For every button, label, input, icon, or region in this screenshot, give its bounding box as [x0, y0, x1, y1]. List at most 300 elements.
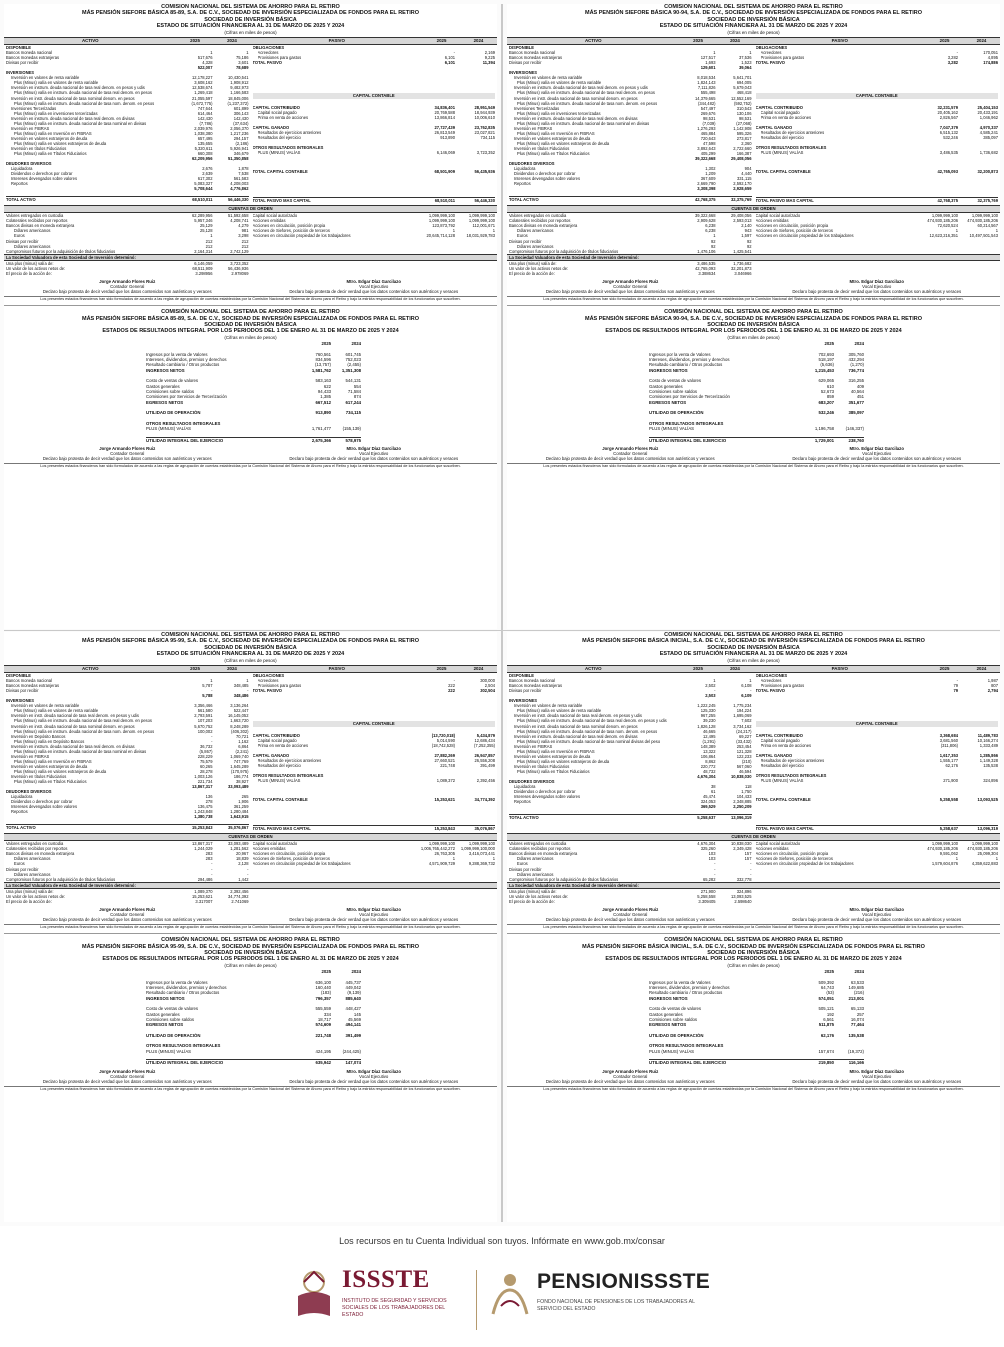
value-2024: 142,430	[233, 115, 249, 121]
value-2025: 561,580	[197, 708, 213, 714]
signature-vocal: Mtro. Edgar Díaz Garcilazo Vocal Ejecutivo Declaro bajo protesta de decir verdad que los datos contenidos son auténticos y veraces	[792, 1068, 962, 1084]
value-2025: 1,385	[320, 394, 331, 400]
memorandum-accounts	[4, 841, 497, 881]
row-label: Colaterales recibidos por reportos	[6, 218, 68, 224]
value-2025: 1	[452, 856, 455, 862]
row-label: Inversiones Tercerizadas	[514, 105, 560, 111]
value-2024: 4,970,337	[979, 124, 998, 130]
value-2025: 1,006,765,442,272	[420, 846, 455, 852]
row-label: Divisas por recibir	[509, 688, 542, 694]
value-2024: 174,886	[983, 60, 998, 66]
value-2024: 26,947,857	[474, 752, 495, 758]
row-label: Bancos divisas en moneda extranjera	[6, 851, 75, 857]
value-2025: 1,380,738	[194, 814, 213, 820]
statement-row	[649, 1033, 864, 1038]
value-2025: 6,515,132	[939, 130, 958, 135]
row-label	[6, 814, 177, 819]
value-2025: 1,038,380	[194, 130, 213, 136]
pensionissste-emblem-icon	[487, 1266, 533, 1322]
memorandum-accounts	[507, 213, 1000, 253]
statement-row	[649, 1022, 864, 1027]
statement-row	[756, 743, 999, 748]
value-2024: 736,774	[848, 367, 864, 373]
income-statement	[649, 969, 864, 1065]
value-2024: 1,099,999,100	[971, 213, 998, 219]
fund-85-89-section	[4, 4, 497, 629]
value-2025: 220,772	[700, 763, 716, 769]
fund-90-94-section	[507, 4, 1000, 629]
row-label	[509, 804, 680, 809]
value-2025: 42,768,375	[937, 198, 958, 204]
value-2024: 16,074	[850, 1017, 864, 1023]
value-2024: 65,133	[850, 1006, 864, 1012]
column-header: ACTIVO 2025 2024 PASIVO 2025 2024	[4, 665, 497, 673]
row-label: Liquidadora	[514, 784, 536, 790]
value-2024: 157	[744, 851, 752, 857]
value-2024: 2,250,209	[733, 804, 752, 810]
row-label: CAPITAL GANADO	[755, 752, 793, 758]
row-label: Resultado cambiario / Otros productos	[649, 990, 723, 996]
row-label: Plus (Minus) valía en Títulos Fiduciarios	[14, 779, 87, 785]
assets-column	[507, 673, 754, 831]
value-2024: 121,328	[736, 748, 752, 754]
value-2025: 68,510,011	[434, 198, 455, 204]
value-2024: 4,359,622,883	[971, 861, 998, 867]
row-label: UTILIDAD INTEGRAL DEL EJERCICIO	[146, 1060, 224, 1066]
value-2025: 1,244,029	[194, 846, 213, 852]
liabilities-column	[251, 45, 498, 203]
section-heading: OTROS RESULTADOS INTEGRALES	[755, 145, 827, 151]
value-2025: 1	[713, 50, 716, 56]
value-2025: -	[211, 738, 213, 744]
value-2024: 2,169	[484, 50, 495, 56]
value-2024: (1,270)	[850, 362, 864, 368]
capital-heading: CAPITAL CONTABLE	[756, 721, 999, 727]
section-heading: DEUDORES DIVERSOS	[509, 161, 555, 167]
value-2024: (170,975)	[230, 768, 249, 774]
value-2025: 369,529	[700, 804, 716, 810]
statement-row	[253, 825, 496, 831]
value-2025: 1	[713, 678, 716, 684]
value-2024: 385,097	[983, 135, 998, 141]
value-2025: 13,866,814	[434, 114, 455, 120]
statement-title: ESTADOS DE RESULTADOS INTEGRAL POR LOS PERIODOS DEL 1 DE ENERO AL 31 DE MARZO DE 2025 Y 2024	[605, 328, 902, 335]
value-2025: 1,243,848	[194, 809, 213, 815]
value-2024: 5,641,701	[733, 75, 752, 81]
value-2024: 13,093,525	[977, 797, 998, 803]
value-2024: 20,967	[235, 851, 249, 857]
value-2024: 451	[856, 394, 864, 400]
value-2025: 2,639	[202, 171, 213, 177]
section-heading: DEUDORES DIVERSOS	[6, 161, 52, 167]
value-2024: 1,099,999,100	[971, 841, 998, 847]
vertical-divider	[501, 4, 503, 1222]
value-2025: 79	[953, 683, 958, 689]
value-2024: 1,908,912	[230, 80, 249, 86]
row-label: Dólares americanos	[517, 856, 554, 862]
row-label: TOTAL ACTIVO	[6, 825, 36, 831]
value-2024: 1,046,962	[979, 114, 998, 120]
value-2024: 194,224	[736, 708, 752, 714]
row-label: Plus (Minus) valía en valores extranjeros de deuda	[14, 768, 107, 774]
org-name: COMISIÓN NACIONAL DEL SISTEMA DE AHORRO PARA EL RETIRO	[664, 937, 843, 944]
row-label: Resultados del ejercicio	[760, 135, 804, 141]
value-2024: 1,285,866	[979, 752, 998, 758]
row-label: Inversiones Tercerizadas	[11, 105, 57, 111]
value-2025: 517,676	[197, 55, 213, 61]
statement-row	[6, 196, 249, 202]
value-2025: 6,238	[705, 228, 716, 234]
valuation	[4, 261, 497, 276]
value-2025: 1	[955, 228, 958, 234]
value-2025: 1,209	[705, 171, 716, 177]
row-label: Plus (Minus) valía en Depósito Bancos	[14, 738, 85, 744]
value-2024: (146,337)	[845, 426, 864, 432]
value-2025: 12,623,216,351	[929, 233, 958, 239]
statement-row	[253, 763, 496, 768]
value-2025: 1	[713, 233, 716, 239]
value-2025: 283	[205, 851, 213, 857]
row-label: Acciones emitidas	[755, 846, 789, 852]
statement-row	[253, 778, 496, 783]
row-label: Capital social autorizado	[252, 213, 298, 219]
row-label: Plus (Minus) valía en instrum. deuda nacional de tasa nominal divisas del peso	[517, 738, 661, 744]
valuation-heading: La Sociedad Valuadora de esta Sociedad de Inversión determinó:	[4, 254, 497, 262]
value-2024: 12,686,434	[474, 737, 495, 743]
value-2025: 834,596	[315, 357, 331, 363]
company-type: SOCIEDAD DE INVERSIÓN BÁSICA	[204, 950, 297, 956]
row-label: Bancos moneda nacional	[6, 678, 52, 684]
value-2025: 1	[210, 50, 213, 56]
issste-logo	[290, 1266, 460, 1344]
row-label: UTILIDAD DE OPERACIÓN	[146, 410, 201, 416]
row-label: Acciones en circulación, posición propia	[252, 223, 326, 229]
memorandum-accounts-heading: CUENTAS DE ORDEN	[4, 205, 497, 213]
value-2024: 1,069,740	[230, 753, 249, 759]
value-2025: 8,018,534	[697, 75, 716, 81]
row-label: Colaterales recibidos por reportos	[509, 218, 571, 224]
value-2024: 1,099,999,100	[468, 841, 495, 847]
value-2025: 1,099,999,100	[428, 213, 455, 219]
value-2024: 2,348,885	[733, 799, 752, 805]
row-label: Bancos divisas en moneda extranjera	[509, 223, 578, 229]
fund-name: MÁS PENSIÓN SIEFORE BÁSICA 95-99, S.A. DE C.V., SOCIEDAD DE INVERSIÓN ESPECIALIZADA DE FONDOS PARA EL RETIRO	[82, 943, 419, 950]
row-label: Dólares americanos	[14, 228, 51, 234]
statement-row	[146, 1059, 361, 1065]
value-2025: 367,609	[700, 176, 716, 182]
value-2024: (7,252,355)	[474, 742, 495, 748]
balance-sheet	[4, 45, 497, 203]
value-2024: 2.978069	[231, 271, 249, 277]
value-2024: 432,294	[848, 357, 864, 363]
value-2024: 32,375,769	[731, 197, 752, 203]
value-2024: 273,817	[736, 135, 752, 141]
balance-sheet	[4, 673, 497, 831]
value-2025: 660,308	[197, 151, 213, 157]
row-label: PLUS (MINUS) VALÍAS	[649, 1048, 695, 1054]
income-statement	[649, 341, 864, 443]
row-label: Plus (Minus) valía en valores de renta variable	[517, 80, 602, 86]
row-label: Colaterales recibidos por reportos	[509, 846, 571, 852]
row-label: Dólares americanos	[14, 871, 51, 877]
section-heading: OTROS RESULTADOS INTEGRALES	[649, 420, 724, 426]
value-2025: 26,763,305	[434, 851, 455, 857]
value-2025: 511,875	[818, 1022, 834, 1028]
value-2024: 8,248,289	[230, 723, 249, 729]
value-2025: 68,511,909	[192, 266, 213, 272]
row-label: TOTAL PASIVO MAS CAPITAL	[252, 198, 311, 204]
units-note: (Cifras en miles de pesos)	[727, 962, 780, 968]
units-note: (Cifras en miles de pesos)	[224, 962, 277, 968]
row-label: Inversión en FIBRAS	[514, 743, 553, 749]
row-label: Inversión en valores de renta variable	[11, 703, 80, 709]
value-2025: (5,636)	[820, 362, 834, 368]
statement-title: ESTADO DE SITUACIÓN FINANCIERA AL 31 DE MARZO DE 2025 Y 2024	[659, 651, 848, 658]
row-label: Plus (Minus) valía en Inversión en FIBRAS	[517, 748, 595, 754]
assets-column	[4, 673, 251, 831]
value-2024: 212	[241, 243, 249, 249]
value-2025: (13,720,018)	[431, 732, 455, 738]
row-label: Una plus (minus) valía de:	[6, 261, 54, 267]
value-2024: 1	[995, 856, 998, 862]
value-2024: 332,778	[736, 876, 752, 882]
statement-row	[756, 197, 999, 203]
value-2025: 60,265	[199, 763, 213, 769]
row-label: Acciones emitidas	[755, 218, 789, 224]
value-2024: 3.046966	[734, 271, 752, 277]
value-2025: 1,276,293	[697, 125, 716, 131]
row-label: Acciones en circulación propiedad de los trabajadores	[755, 861, 854, 867]
row-label: TOTAL ACTIVO	[509, 197, 539, 203]
row-label: Plus (Minus) valía en valores de renta variable	[14, 708, 99, 714]
value-2024: 6,109	[741, 693, 752, 699]
value-2024: 324,896	[736, 889, 752, 895]
value-2025: -	[714, 866, 716, 872]
valuation-heading: La Sociedad Valuadora de esta Sociedad de Inversión determinó:	[507, 254, 1000, 262]
value-2025: -	[211, 688, 213, 694]
value-2025: 1,089,370	[194, 889, 213, 895]
value-2025: 47,598	[702, 140, 716, 146]
value-2025: (7,039)	[702, 120, 716, 126]
row-label: Resultados del ejercicio	[257, 135, 301, 141]
value-2025: 583,163	[315, 378, 331, 384]
section-heading: DEUDORES DIVERSOS	[6, 789, 52, 795]
value-2024: 166,387	[736, 151, 752, 157]
value-2025: 5,788	[202, 693, 213, 699]
value-2025: 2,669,790	[697, 181, 716, 187]
row-label: Plus (Minus) valía en instrum. deuda nacional de tasa nom. denom. en pesos	[517, 100, 658, 106]
value-2025: 622	[323, 383, 331, 389]
row-label: Acciones de Siefores, posición de terceros	[252, 228, 330, 234]
value-2024: 60,214,567	[977, 223, 998, 229]
value-2025: 2,793,591	[194, 713, 213, 719]
row-label: Resultados de ejercicios anteriores	[760, 130, 825, 135]
row-label: Intereses, dividendos, premios y derechos	[649, 357, 730, 363]
value-2025: 325,260	[700, 846, 716, 852]
fund-name: MÁS PENSIÓN SIEFORE BÁSICA 90-94, S.A. DE C.V., SOCIEDAD DE INVERSIÓN ESPECIALIZADA DE FONDOS PARA EL RETIRO	[585, 315, 922, 322]
row-label: Inversión en instr. deuda nacional de tasa nominal denom. en pesos	[514, 723, 638, 729]
value-2025: 324,053	[700, 799, 716, 805]
statement-row	[649, 368, 864, 373]
row-label: CAPITAL CONTRIBUIDO	[755, 104, 803, 110]
value-2024: 601,899	[233, 105, 249, 111]
row-label: Inversión en instr. deuda nacional de tasa nominal denom. en pesos	[11, 95, 135, 101]
value-2025: -	[453, 50, 455, 56]
value-2025: 212	[205, 243, 213, 249]
value-2024: 1,645,289	[230, 763, 249, 769]
statement-row	[253, 115, 496, 120]
balance-sheet	[507, 673, 1000, 831]
value-2025: 62,176	[945, 763, 958, 769]
value-2024: 9,482,973	[230, 85, 249, 91]
value-2024: 35,076,867	[474, 826, 495, 832]
value-2024: 18,031,929,783	[466, 233, 495, 239]
value-2024: 1,099,999,100	[468, 213, 495, 219]
row-label: Bancos divisas en moneda extranjera	[509, 851, 578, 857]
value-2024: 1,878	[238, 166, 249, 172]
value-2025: 683,207	[818, 399, 834, 405]
row-label: Bancos moneda nacional	[509, 50, 555, 56]
row-label: El precio de la acción de:	[6, 271, 52, 277]
section-heading: OTROS RESULTADOS INTEGRALES	[146, 1043, 221, 1049]
statement-row	[146, 426, 361, 431]
memorandum-accounts-heading: CUENTAS DE ORDEN	[507, 205, 1000, 213]
value-2024: 385,097	[848, 410, 864, 416]
signature-accountant: Jorge Armando Flores Ruiz Contador General Declaro bajo protesta de decir verdad que los datos contenidos son auténticos y veraces	[545, 445, 715, 461]
value-2025: 474,930,185,206	[927, 846, 958, 852]
row-label: El precio de la acción de:	[509, 899, 555, 905]
value-2025: -	[956, 678, 958, 684]
value-2025: 12,538,674	[192, 85, 213, 91]
value-2024: 1,142,908	[733, 125, 752, 131]
assets-column	[4, 45, 251, 203]
value-2025: 15,253,843	[192, 825, 213, 831]
value-2024: 18,944,939	[474, 109, 495, 115]
row-label: TOTAL CAPITAL CONTABLE	[252, 169, 308, 175]
value-2024: 3,723,352	[476, 150, 495, 156]
value-2024: 257	[856, 1011, 864, 1017]
value-2024: 11,394	[482, 60, 495, 66]
value-2025: 1,302	[705, 166, 716, 172]
org-name: COMISIÓN NACIONAL DEL SISTEMA DE AHORRO PARA EL RETIRO	[664, 4, 843, 10]
memorandum-accounts-heading: CUENTAS DE ORDEN	[507, 833, 1000, 841]
value-2025: 2,039,976	[194, 125, 213, 131]
value-2024: 554	[353, 383, 361, 389]
value-2025: 221,748	[315, 1032, 331, 1038]
value-2024: 1,597	[741, 233, 752, 239]
row-label: Costo de ventas de valores	[146, 378, 199, 384]
balance-sheet	[507, 45, 1000, 203]
value-2025: 106,864	[700, 753, 716, 759]
value-2025: 9,591,062	[939, 851, 958, 857]
report-header	[507, 4, 1000, 36]
row-label: Acciones en circulación propiedad de los trabajadores	[252, 861, 351, 867]
row-label: Inversión en instrum. deuda nacional de tasa real denom. en pesos y udis	[11, 85, 145, 91]
row-label: Plus (Minus) valía en instrum. deuda nacional de tasa nom. denom. en pesos	[517, 728, 658, 734]
row-label: Una plus (minus) valía de:	[509, 261, 557, 267]
value-2025: 5,258,558	[697, 894, 716, 900]
value-2025: 747,644	[197, 105, 213, 111]
value-2025: 79	[953, 688, 958, 694]
row-label: Compromisos futuros por la adquisición de títulos fiduciarios	[6, 876, 116, 882]
value-2025: 21,055,597	[192, 95, 213, 101]
value-2024: 2,742,129	[230, 248, 249, 254]
value-2024: 213,001	[848, 995, 864, 1001]
row-label: Bancos monedas extranjeras	[509, 683, 563, 689]
value-2025: (1,291)	[702, 738, 716, 744]
section-heading: OTROS RESULTADOS INTEGRALES	[252, 145, 324, 151]
row-label: CAPITAL CONTRIBUIDO	[252, 104, 300, 110]
income-statement	[146, 969, 361, 1065]
row-label: Plus (Minus) valía en instrum. deuda nacional de tasa nominal en divisas	[517, 120, 650, 126]
value-2025: 13,322	[702, 748, 716, 754]
section-heading: INVERSIONES	[509, 698, 537, 704]
row-label	[6, 186, 177, 191]
row-label: EGRESOS NETOS	[146, 399, 184, 405]
row-label: Inversión en instr. deuda nacional de tasa nominal denom. en pesos	[11, 723, 135, 729]
value-2024: -	[750, 866, 752, 872]
row-label: Plus (Minus) valía en valores de renta variable	[517, 708, 602, 714]
value-2024: 145	[353, 1011, 361, 1017]
value-2024: 29,408,056	[731, 213, 752, 219]
value-2024: 943	[744, 228, 752, 234]
value-2025: 3.388634	[698, 271, 716, 277]
value-2025: 32,231,579	[937, 104, 958, 110]
value-2024: 331,115	[737, 176, 752, 182]
value-2024: 265	[241, 794, 249, 800]
value-2024: 7,602	[741, 718, 752, 724]
row-label: CAPITAL CONTRIBUIDO	[252, 732, 300, 738]
value-2024: 10,006,610	[474, 114, 495, 120]
value-2025: 518,197	[818, 357, 834, 363]
value-2024: 1	[749, 50, 752, 56]
results-column-header: 2025 2024	[321, 341, 361, 347]
row-label: El precio de la acción de:	[509, 271, 555, 277]
statement-row	[253, 135, 496, 140]
statement-row	[756, 233, 999, 238]
row-label: TOTAL PASIVO	[252, 688, 282, 694]
value-2025: 1	[452, 228, 455, 234]
value-2024: 2,140	[741, 223, 752, 229]
row-label: Reportos	[11, 181, 28, 187]
row-label: Intereses, dividendos, premios y derechos	[146, 357, 227, 363]
units-note: (Cifras en miles de pesos)	[224, 29, 277, 35]
row-label: Plus (Minus) valía en Títulos Fiduciarios	[14, 151, 87, 157]
value-2024: 734,115	[345, 410, 361, 416]
fund-name: MÁS PENSIÓN SIEFORE BÁSICA INICIAL, S.A. DE C.V., SOCIEDAD DE INVERSIÓN ESPECIALIZADA DE FONDOS PARA EL RETIRO	[582, 638, 925, 645]
row-label: Comisiones por Servicios de Tercerización	[649, 394, 730, 400]
row-label: Divisas por recibir	[509, 60, 542, 66]
value-2025: 68,510,011	[192, 197, 213, 203]
value-2024: 302,504	[480, 688, 495, 694]
value-2025: 27,882,269	[434, 752, 455, 758]
row-label: INGRESOS NETOS	[649, 367, 688, 373]
section-heading: DISPONIBLE	[6, 673, 32, 679]
value-2025: 123,873,792	[432, 223, 455, 229]
value-2025: 148,389	[700, 743, 716, 749]
value-2024: 28,951,549	[474, 104, 495, 110]
value-2024: 3,416,073,441	[468, 851, 495, 857]
row-label: Euros	[14, 861, 25, 867]
row-label: Valores entregados en custodia	[509, 841, 567, 847]
value-2024: 1,987	[987, 678, 998, 684]
value-2025: 5,670,752	[194, 723, 213, 729]
row-label: Inversión en títulos Fiduciarios	[11, 773, 67, 779]
row-label: TOTAL PASIVO MAS CAPITAL	[755, 826, 814, 832]
value-2024: 595,326	[736, 130, 752, 136]
section-heading: OTROS RESULTADOS INTEGRALES	[252, 773, 324, 779]
value-2024: 10,838,030	[731, 773, 752, 779]
